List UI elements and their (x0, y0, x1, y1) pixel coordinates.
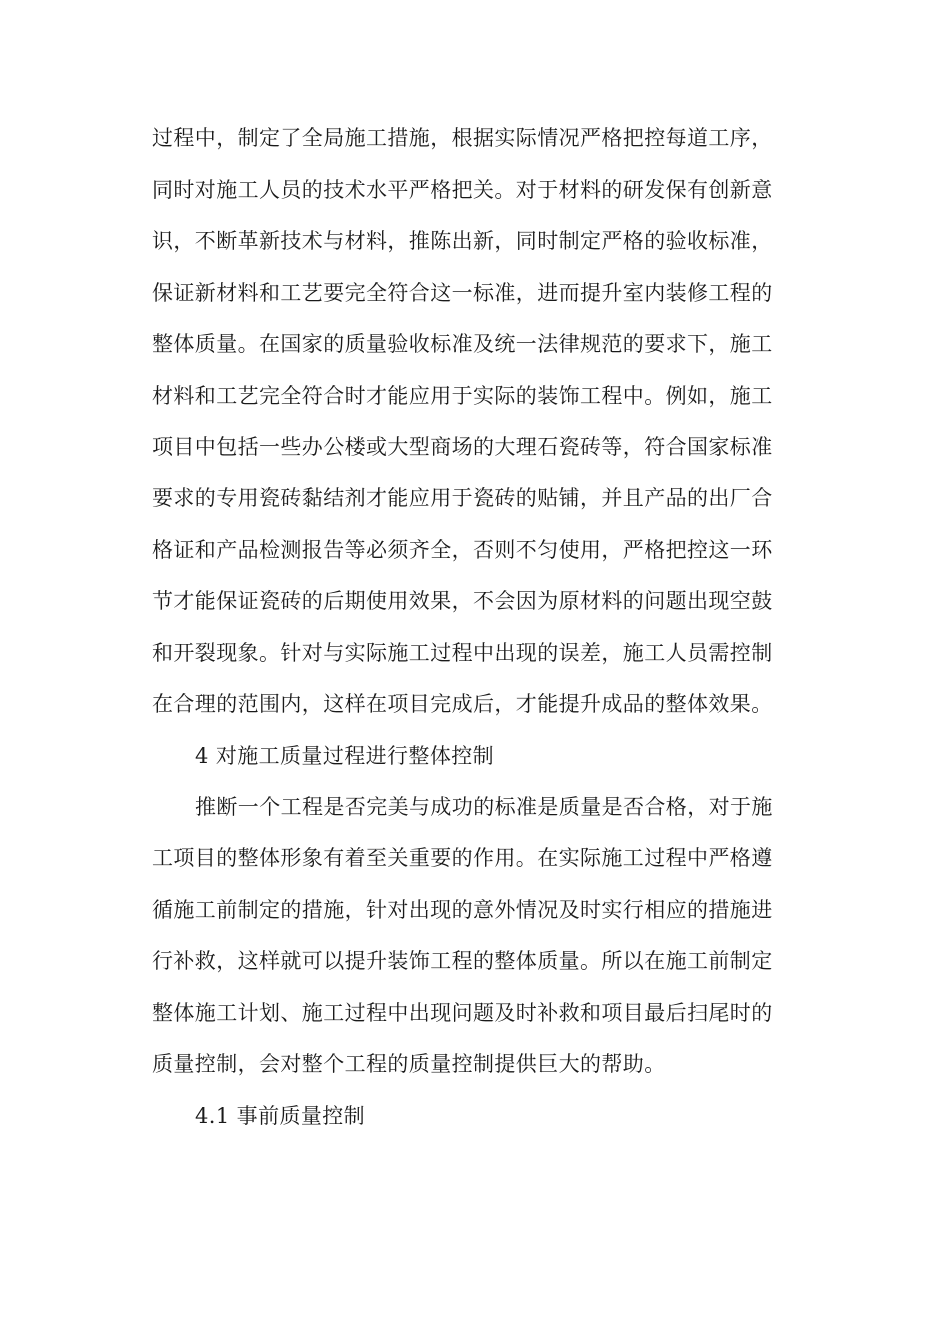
paragraph-line: 节才能保证瓷砖的后期使用效果，不会因为原材料的问题出现空鼓 (152, 589, 773, 613)
paragraph-line: 过程中，制定了全局施工措施，根据实际情况严格把控每道工序， (152, 126, 773, 150)
paragraph-line: 项目中包括一些办公楼或大型商场的大理石瓷砖等，符合国家标准 (152, 435, 773, 459)
paragraph-line: 同时对施工人员的技术水平严格把关。对于材料的研发保有创新意 (152, 178, 773, 202)
paragraph-line: 和开裂现象。针对与实际施工过程中出现的误差，施工人员需控制 (152, 641, 773, 665)
paragraph-line: 格证和产品检测报告等必须齐全，否则不匀使用，严格把控这一环 (152, 538, 773, 562)
section-heading-4-1: 4.1 事前质量控制 (195, 1104, 366, 1128)
paragraph-line: 行补救，这样就可以提升装饰工程的整体质量。所以在施工前制定 (152, 949, 773, 973)
paragraph-line: 保证新材料和工艺要完全符合这一标准，进而提升室内装修工程的 (152, 281, 773, 305)
section-heading-4: 4 对施工质量过程进行整体控制 (195, 744, 495, 768)
paragraph-line: 在合理的范围内，这样在项目完成后，才能提升成品的整体效果。 (152, 692, 773, 716)
paragraph-line: 整体施工计划、施工过程中出现问题及时补救和项目最后扫尾时的 (152, 1001, 773, 1025)
paragraph-line: 工项目的整体形象有着至关重要的作用。在实际施工过程中严格遵 (152, 846, 773, 870)
paragraph-line: 质量控制，会对整个工程的质量控制提供巨大的帮助。 (152, 1052, 666, 1076)
paragraph-line: 要求的专用瓷砖黏结剂才能应用于瓷砖的贴铺，并且产品的出厂合 (152, 486, 773, 510)
paragraph-line: 循施工前制定的措施，针对出现的意外情况及时实行相应的措施进 (152, 898, 773, 922)
paragraph-line: 推断一个工程是否完美与成功的标准是质量是否合格，对于施 (195, 795, 773, 819)
paragraph-line: 整体质量。在国家的质量验收标准及统一法律规范的要求下，施工 (152, 332, 773, 356)
paragraph-line: 识，不断革新技术与材料，推陈出新，同时制定严格的验收标准， (152, 229, 773, 253)
paragraph-line: 材料和工艺完全符合时才能应用于实际的装饰工程中。例如，施工 (152, 384, 773, 408)
